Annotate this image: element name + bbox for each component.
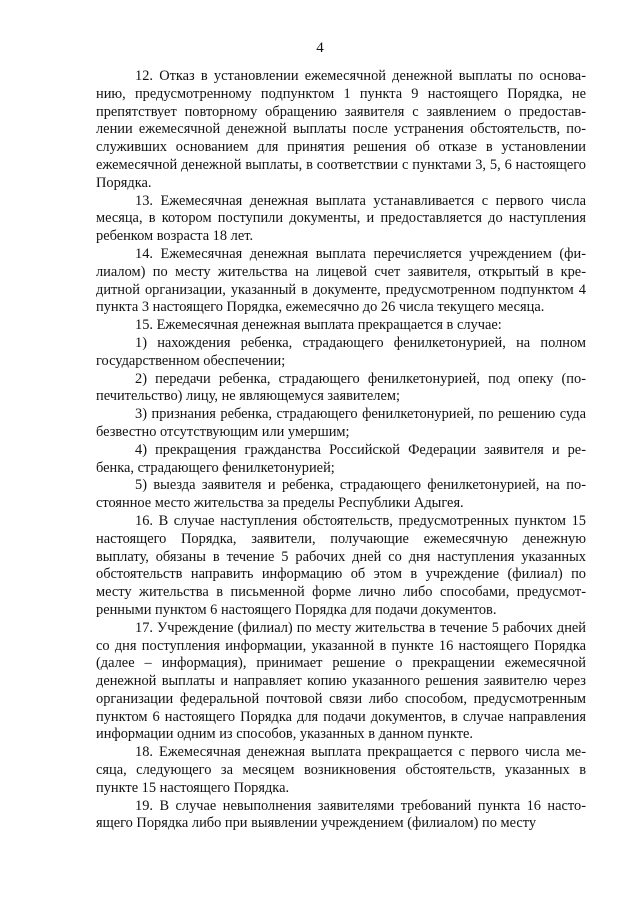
- list-item-15-4: 4) прекращения гражданства Российской Федерации заявителя и ребенка, страдающего фенилкетонурией;: [96, 441, 586, 476]
- paragraph-18: 18. Ежемесячная денежная выплата прекращается с первого числа месяца, следующего за месяцем возникновения обстоятельств, указанных в пункте 15 настоящего Порядка.: [96, 744, 586, 796]
- paragraph-19: 19. В случае невыполнения заявителями требований пункта 16 настоящего Порядка либо при выявлении учреждением (филиалом) по месту: [96, 797, 586, 832]
- list-item-15-1: 1) нахождения ребенка, страдающего фенилкетонурией, на полном государственном обеспечении;: [96, 334, 586, 369]
- paragraph-16: 16. В случае наступления обстоятельств, предусмотренных пунктом 15 настоящего Порядка, заявители, получающие ежемесячную денежную выплату, обязаны в течение 5 рабочих дней со дня наступления указанных обстоятельств направить информацию об этом в учреждение (филиал) по месту жительства в письменной форме лично либо способами, предусмотренными пунктом 6 настоящего Порядка для подачи документов.: [96, 512, 586, 618]
- list-item-15-5: 5) выезда заявителя и ребенка, страдающего фенилкетонурией, на постоянное место жительства за пределы Республики Адыгея.: [96, 477, 586, 512]
- paragraph-17: 17. Учреждение (филиал) по месту жительства в течение 5 рабочих дней со дня поступления информации, указанной в пункте 16 настоящего Порядка (далее – информация), принимает решение о прекращении ежемесячной денежной выплаты и направляет копию указанного решения заявителю через организации федеральной почтовой связи либо способом, предусмотренным пунктом 6 настоящего Порядка для подачи документов, в случае направления информации одним из способов, указанных в данном пункте.: [96, 619, 586, 743]
- paragraph-15: 15. Ежемесячная денежная выплата прекращается в случае:: [135, 317, 502, 334]
- list-item-15-2: 2) передачи ребенка, страдающего фенилкетонурией, под опеку (попечительство) лицу, не являющемуся заявителем;: [96, 370, 586, 405]
- document-body: [96, 68, 586, 833]
- paragraph-13: 13. Ежемесячная денежная выплата устанавливается с первого числа месяца, в котором поступили документы, и предоставляется до наступления ребенком возраста 18 лет.: [96, 192, 586, 245]
- list-item-15-3: 3) признания ребенка, страдающего фенилкетонурией, по решению суда безвестно отсутствующим или умершим;: [96, 406, 586, 440]
- page-number: 4: [316, 40, 324, 56]
- paragraph-12: 12. Отказ в установлении ежемесячной денежной выплаты по основанию, предусмотренному подпунктом 1 пункта 9 настоящего Порядка, не препятствует повторному обращению заявителя с заявлением о предоставлении ежемесячной денежной выплаты после устранения обстоятельств, послуживших основанием для принятия решения об отказе в установлении ежемесячной денежной выплаты, в соответствии с пунктами 3, 5, 6 настоящего Порядка.: [96, 68, 586, 191]
- paragraph-14: 14. Ежемесячная денежная выплата перечисляется учреждением (филиалом) по месту жительства на лицевой счет заявителя, открытый в кредитной организации, указанный в документе, предусмотренном подпунктом 4 пункта 3 настоящего Порядка, ежемесячно до 26 числа текущего месяца.: [96, 245, 586, 316]
